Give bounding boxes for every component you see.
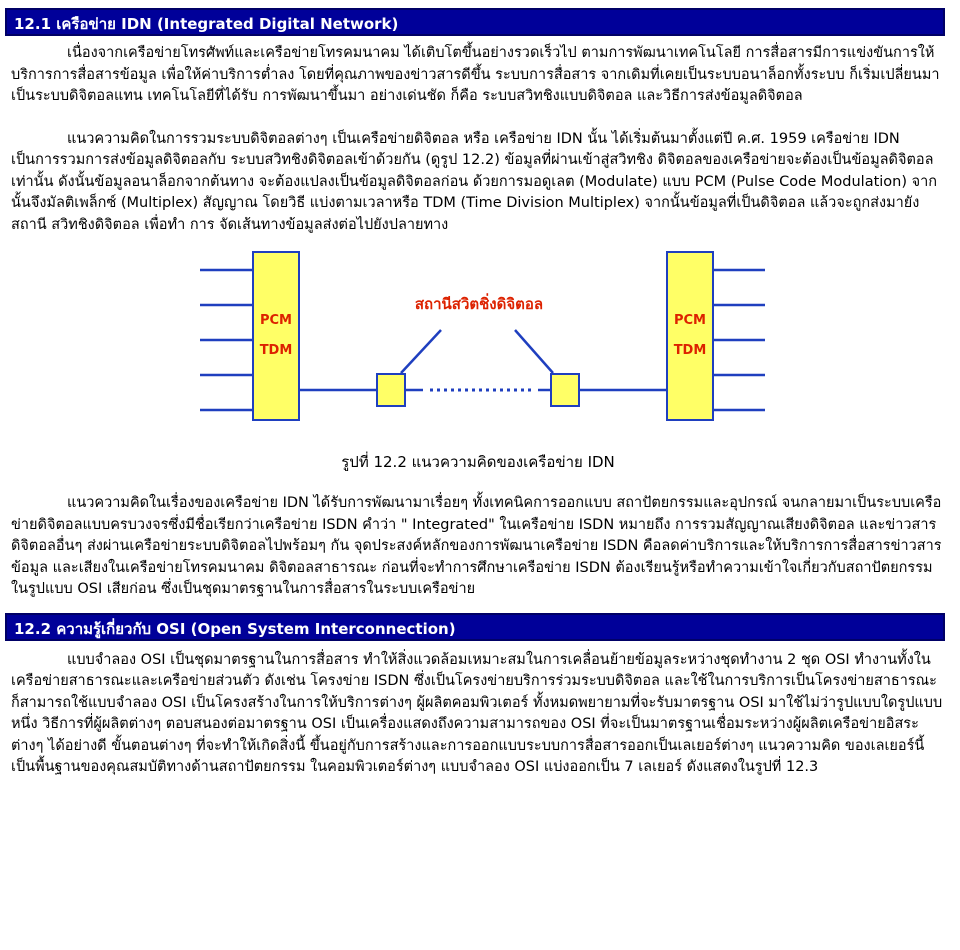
- pointer-line-right: [515, 330, 553, 373]
- paragraph-3: แนวความคิดในเรื่องของเครือข่าย IDN ได้รับการพัฒนามาเรื่อยๆ ทั้งเทคนิคการออกแบบ สถาปัตยกรรมและอุปกรณ์ จนกลายมาเป็นระบบเครือข่ายดิจิตอลแบบครบวงจรซึ่งมีชื่อเรียกว่าเครือข่าย ISDN คำว่า " Integrated" ในเครือข่าย ISDN หมายถึง การรวมสัญญาณเสียงดิจิตอล และข่าวสารดิจิตอลอื่นๆ ส่งผ่านเครือข่ายระบบดิจิตอลไปพร้อมๆ กัน จุดประสงค์หลักของการพัฒนาเครือข่าย ISDN คือลดค่าบริการและให้บริการการสื่อสารข่าวสารข้อมูล และเสียงในเครือข่ายโทรคมนาคม ดิจิตอลสาธารณะ ก่อนที่จะทำการศึกษาเครือข่าย ISDN ต้องเรียนรู้หรือทำความเข้าใจเกี่ยวกับสถาปัตยกรรมในรูปแบบ OSI เสียก่อน ซึ่งเป็นชุดมาตรฐานในการสื่อสารในระบบเครือข่าย: [11, 495, 942, 597]
- station-label: สถานีสวิตชิ่งดิจิตอล: [414, 295, 544, 313]
- right-pcm-tdm-box: [667, 252, 713, 420]
- right-output-lines: [713, 270, 765, 410]
- idn-diagram-svg: [5, 246, 951, 451]
- document-page: [5, 8, 951, 779]
- left-pcm-tdm-box: [253, 252, 299, 420]
- paragraph-2: แนวความคิดในการรวมระบบดิจิตอลต่างๆ เป็นเครือข่ายดิจิตอล หรือ เครือข่าย IDN นั้น ได้เริ่มต้นมาตั้งแต่ปี ค.ศ. 1959 เครือข่าย IDN เป็นการรวมการส่งข้อมูลดิจิตอลกับ ระบบสวิทชิงดิจิตอลเข้าด้วยกัน (ดูรูป 12.2) ข้อมูลที่ผ่านเข้าสู่สวิทชิง ดิจิตอลของเครือข่ายจะต้องเป็นข้อมูลดิจิตอลเท่านั้น ดังนั้นข้อมูลอนาล็อกจากต้นทาง จะต้องแปลงเป็นข้อมูลดิจิตอลก่อน ด้วยการมอดูเลต (Modulate) แบบ PCM (Pulse Code Modulation) จากนั้นจึงมัลติเพล็กซ์ (Multiplex) สัญญาณ โดยวิธี แบ่งตามเวลาหรือ TDM (Time Division Multiplex) จากนั้นข้อมูลที่เป็นดิจิตอล แล้วจะถูกส่งมายังสถานี สวิทชิงดิจิตอล เพื่อทำ การ จัดเส้นทางข้อมูลส่งต่อไปยังปลายทาง: [11, 130, 938, 233]
- section-header-12-2: 12.2 ความรู้เกี่ยวกับ OSI (Open System Interconnection): [5, 613, 945, 641]
- pointer-line-left: [401, 330, 441, 373]
- paragraph-4: แบบจำลอง OSI เป็นชุดมาตรฐานในการสื่อสาร ทำให้สิ่งแวดล้อมเหมาะสมในการเคลื่อนย้ายข้อมูลระหว่างชุดทำงาน 2 ชุด OSI ทำงานทั้งในเครือข่ายสาธารณะและเครือข่ายส่วนตัว ดังเช่น โครงข่าย ISDN ซึ่งเป็นโครงข่ายบริการร่วมระบบดิจิตอล และใช้ในการบริการเป็นโครงข่ายสาธารณะ ก็สามารถใช้แบบจำลอง OSI เป็นโครงสร้างในการให้บริการต่างๆ ผู้ผลิตคอมพิวเตอร์ ทั้งหมดพยายามที่จะรับมาตรฐาน OSI มาใช้ไม่ว่ารูปแบบใดรูปแบบหนึ่ง วิธีการที่ผู้ผลิตต่างๆ ตอบสนองต่อมาตรฐาน OSI เป็นเครื่องแสดงถึงความสามารถของ OSI ที่จะเป็นมาตรฐานเชื่อมระหว่างผู้ผลิตเครือข่ายอิสระต่างๆ ได้อย่างดี ขั้นตอนต่างๆ ที่จะทำให้เกิดสิ่งนี้ ขึ้นอยู่กับการสร้างและการออกแบบระบบการสื่อสารออกเป็นเลเยอร์ต่างๆ แนวความคิด ของเลเยอร์นี้ เป็นพื้นฐานของคุณสมบัติทางด้านสถาปัตยกรรม ในคอมพิวเตอร์ต่างๆ แบบจำลอง OSI แบ่งออกเป็น 7 เลเยอร์ ดังแสดงในรูปที่ 12.3: [11, 651, 943, 775]
- right-pcm-label: PCM: [673, 313, 707, 328]
- switch-box-left: [377, 374, 405, 406]
- left-pcm-label: PCM: [259, 313, 293, 328]
- right-tdm-label: TDM: [673, 343, 707, 358]
- switch-box-right: [551, 374, 579, 406]
- idn-diagram: [5, 246, 951, 451]
- left-input-lines: [200, 270, 253, 410]
- left-tdm-label: TDM: [259, 343, 293, 358]
- figure-caption: รูปที่ 12.2 แนวความคิดของเครือข่าย IDN: [341, 453, 615, 471]
- section-header-12-1: 12.1 เครือข่าย IDN (Integrated Digital Network): [5, 8, 945, 36]
- paragraph-1: เนื่องจากเครือข่ายโทรศัพท์และเครือข่ายโทรคมนาคม ได้เติบโตขึ้นอย่างรวดเร็วไป ตามการพัฒนาเทคโนโลยี การสื่อสารมีการแข่งขันการให้บริการการสื่อสารข้อมูล เพื่อให้ค่าบริการต่ำลง โดยที่คุณภาพของข่าวสารดีขึ้น ระบบการสื่อสาร จากเดิมที่เคยเป็นระบบอนาล็อกทั้งระบบ ก็เริ่มเปลี่ยนมาเป็นระบบดิจิตอลแทน เทคโนโลยีที่ได้รับ การพัฒนาขึ้นมา อย่างเด่นชัด ก็คือ ระบบสวิทชิงแบบดิจิตอล และวิธีการส่งข้อมูลดิจิตอล: [11, 45, 940, 104]
